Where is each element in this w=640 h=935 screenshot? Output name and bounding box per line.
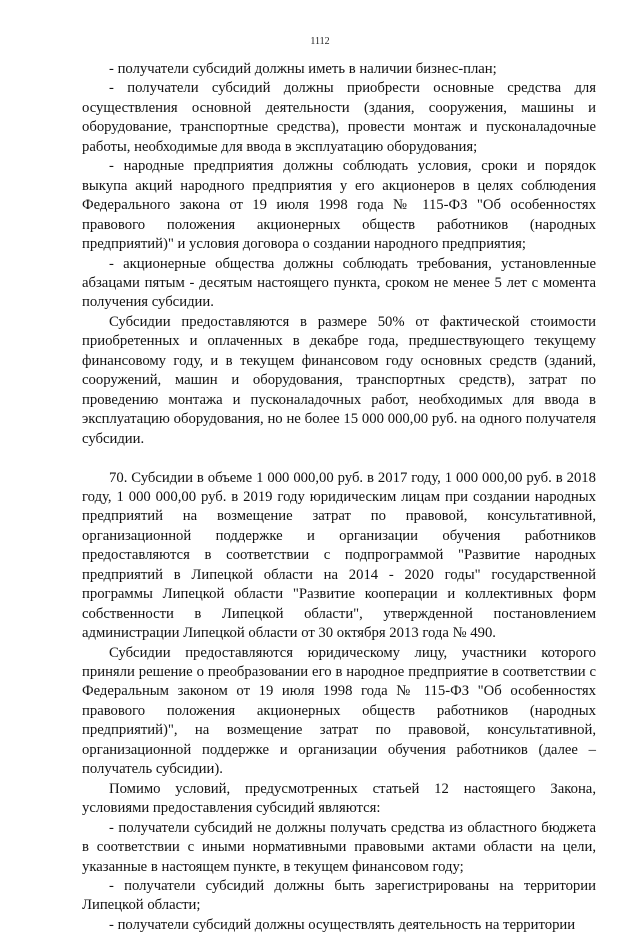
paragraph-business-plan: - получатели субсидий должны иметь в наличии бизнес-план;: [109, 61, 497, 77]
paragraph-joint-stock-requirements: - акционерные общества должны соблюдать требования, установленные абзацами пятым - десятым настоящего пункта, сроком не менее 5 лет с момента получения субсидии.: [82, 255, 596, 311]
page-number: 1112: [310, 36, 330, 47]
paragraph-subsidy-recipient: Субсидии предоставляются юридическому лицу, участники которого приняли решение о преобразовании его в народное предприятие в соответствии с Федеральным законом от 19 июля 1998 года № 115-ФЗ "Об особенностях правового положения акционерных обществ работников (народных предприятий)", на возмещение затрат по правовой, консультативной, организационной поддержке и организации обучения работников (далее – получатель субсидии).: [82, 644, 596, 778]
paragraph-no-other-funding: - получатели субсидий не должны получать средства из областного бюджета в соответствии с иными нормативными правовыми актами области на цели, указанные в настоящем пункте, в текущем финансовом году;: [82, 819, 596, 875]
document-body: [82, 60, 596, 935]
paragraph-fixed-assets: - получатели субсидий должны приобрести основные средства для осуществления основной деятельности (здания, сооружения, машины и оборудование, транспортные средства), провести монтаж и пусконаладочные работы, необходимые для ввода в эксплуатацию оборудования;: [82, 80, 596, 155]
paragraph-subsidy-amount: Субсидии предоставляются в размере 50% от фактической стоимости приобретенных и оплаченных в декабре года, предшествующего текущему финансовому году, и в текущем финансовом году основных средств (зданий, сооружений, машин и оборудования, транспортных средств), затрат по проведению монтажа и пусконаладочных работ, необходимых для ввода в эксплуатацию оборудования, но не более 15 000 000,00 руб. на одного получателя субсидии.: [82, 313, 596, 447]
paragraph-share-buyback: - народные предприятия должны соблюдать условия, сроки и порядок выкупа акций народного предприятия у его акционеров в целях соблюдения Федерального закона от 19 июля 1998 года № 115-ФЗ "Об особенностях правового положения акционерных обществ работников (народных предприятий)" и условия договора о создании народного предприятия;: [82, 158, 596, 253]
paragraph-activity-territory: - получатели субсидий должны осуществлять деятельность на территории: [109, 916, 576, 933]
paragraph-conditions-intro: Помимо условий, предусмотренных статьей 12 настоящего Закона, условиями предоставления субсидий являются:: [82, 780, 596, 817]
paragraph-item-70: 70. Субсидии в объеме 1 000 000,00 руб. в 2017 году, 1 000 000,00 руб. в 2018 году, 1 000 000,00 руб. в 2019 году юридическим лицам при создании народных предприятий на возмещение затрат по правовой, консультативной, организационной поддержке и организации обучения работников предоставляются в соответствии с подпрограммой "Развитие народных предприятий в Липецкой области на 2014 - 2020 годы" государственной программы Липецкой области "Развитие кооперации и коллективных форм собственности в Липецкой области", утвержденной постановлением администрации Липецкой области от 30 октября 2013 года № 490.: [82, 469, 596, 642]
paragraph-registration: - получатели субсидий должны быть зарегистрированы на территории Липецкой области;: [82, 878, 596, 914]
